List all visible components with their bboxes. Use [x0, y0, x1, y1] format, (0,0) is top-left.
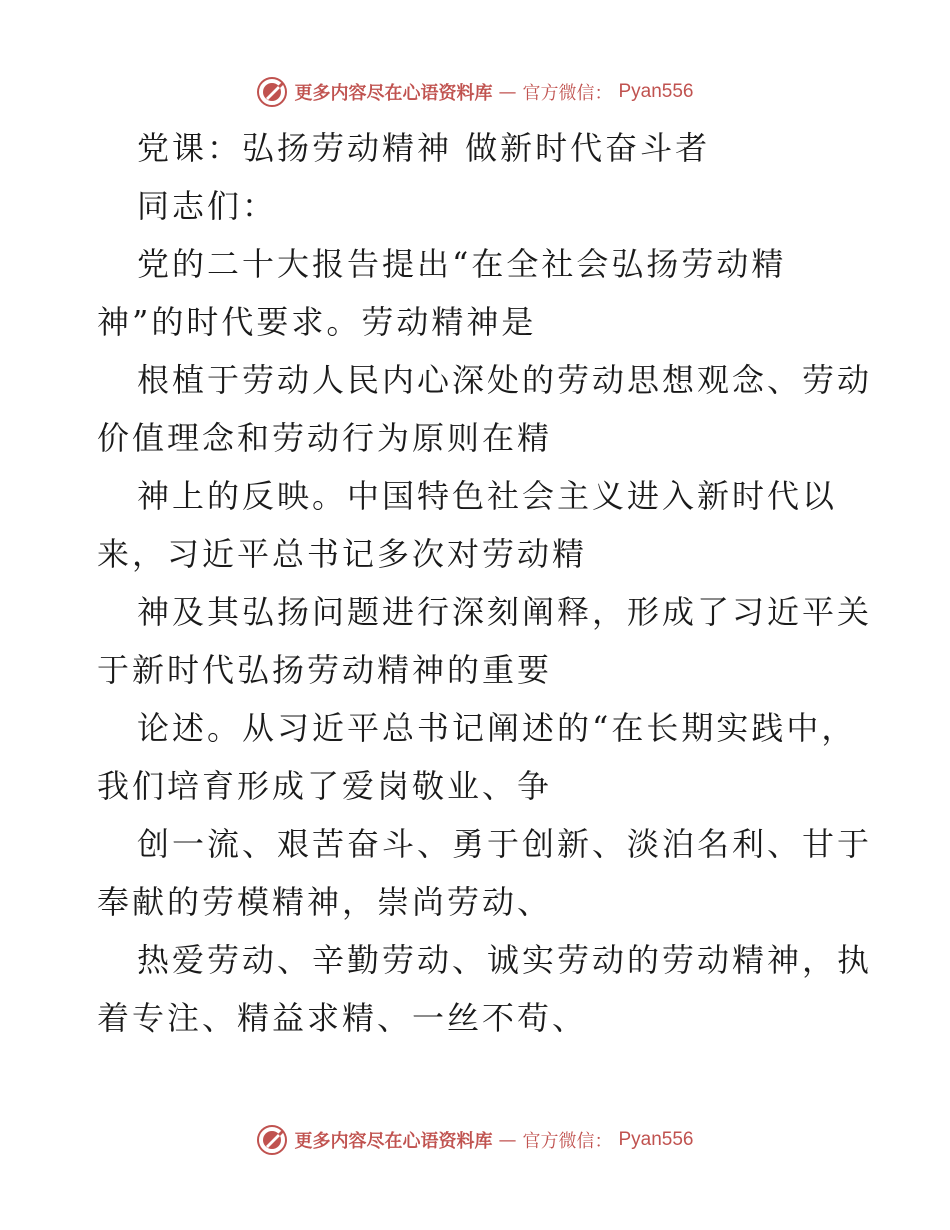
paragraph-line: 论述。从习近平总书记阐述的“在长期实践中， [137, 709, 857, 747]
banner-wechat-label: 官方微信： [522, 83, 613, 104]
paragraph-line: 神”的时代要求。劳动精神是 [97, 303, 537, 341]
paragraph-line: 创一流、艰苦奋斗、勇于创新、淡泊名利、甘于 [137, 825, 873, 863]
paragraph-line: 来，习近平总书记多次对劳动精 [97, 535, 588, 573]
paragraph-line: 奉献的劳模精神，崇尚劳动、 [97, 883, 553, 921]
paragraph-line: 神上的反映。中国特色社会主义进入新时代以 [137, 477, 838, 515]
banner-dash: — [498, 1129, 517, 1151]
banner-dash: — [498, 81, 517, 103]
paragraph-line: 根植于劳动人民内心深处的劳动思想观念、劳动 [137, 361, 873, 399]
document-title: 党课：弘扬劳动精神 做新时代奋斗者 [137, 129, 711, 167]
paragraph-line: 热爱劳动、辛勤劳动、诚实劳动的劳动精神，执 [137, 941, 873, 979]
paragraph-line: 我们培育形成了爱岗敬业、争 [97, 767, 553, 805]
paragraph-line: 于新时代弘扬劳动精神的重要 [97, 651, 553, 689]
salutation: 同志们： [137, 187, 278, 225]
banner-wechat-label: 官方微信： [522, 1131, 613, 1152]
pen-logo-icon [256, 1124, 288, 1156]
paragraph-line: 着专注、精益求精、一丝不苟、 [97, 999, 588, 1037]
paragraph-line: 价值理念和劳动行为原则在精 [97, 419, 553, 457]
banner-brand-text: 更多内容尽在心语资料库 [294, 1131, 493, 1152]
footer-banner [0, 1120, 950, 1160]
banner-wechat-id: Pyan556 [618, 81, 694, 102]
paragraph-line: 党的二十大报告提出“在全社会弘扬劳动精 [137, 245, 787, 283]
banner-wechat-id: Pyan556 [618, 1129, 694, 1150]
banner-brand-text: 更多内容尽在心语资料库 [294, 83, 493, 104]
pen-logo-icon [256, 76, 288, 108]
paragraph-line: 神及其弘扬问题进行深刻阐释，形成了习近平关 [137, 593, 873, 631]
header-banner [0, 72, 950, 112]
